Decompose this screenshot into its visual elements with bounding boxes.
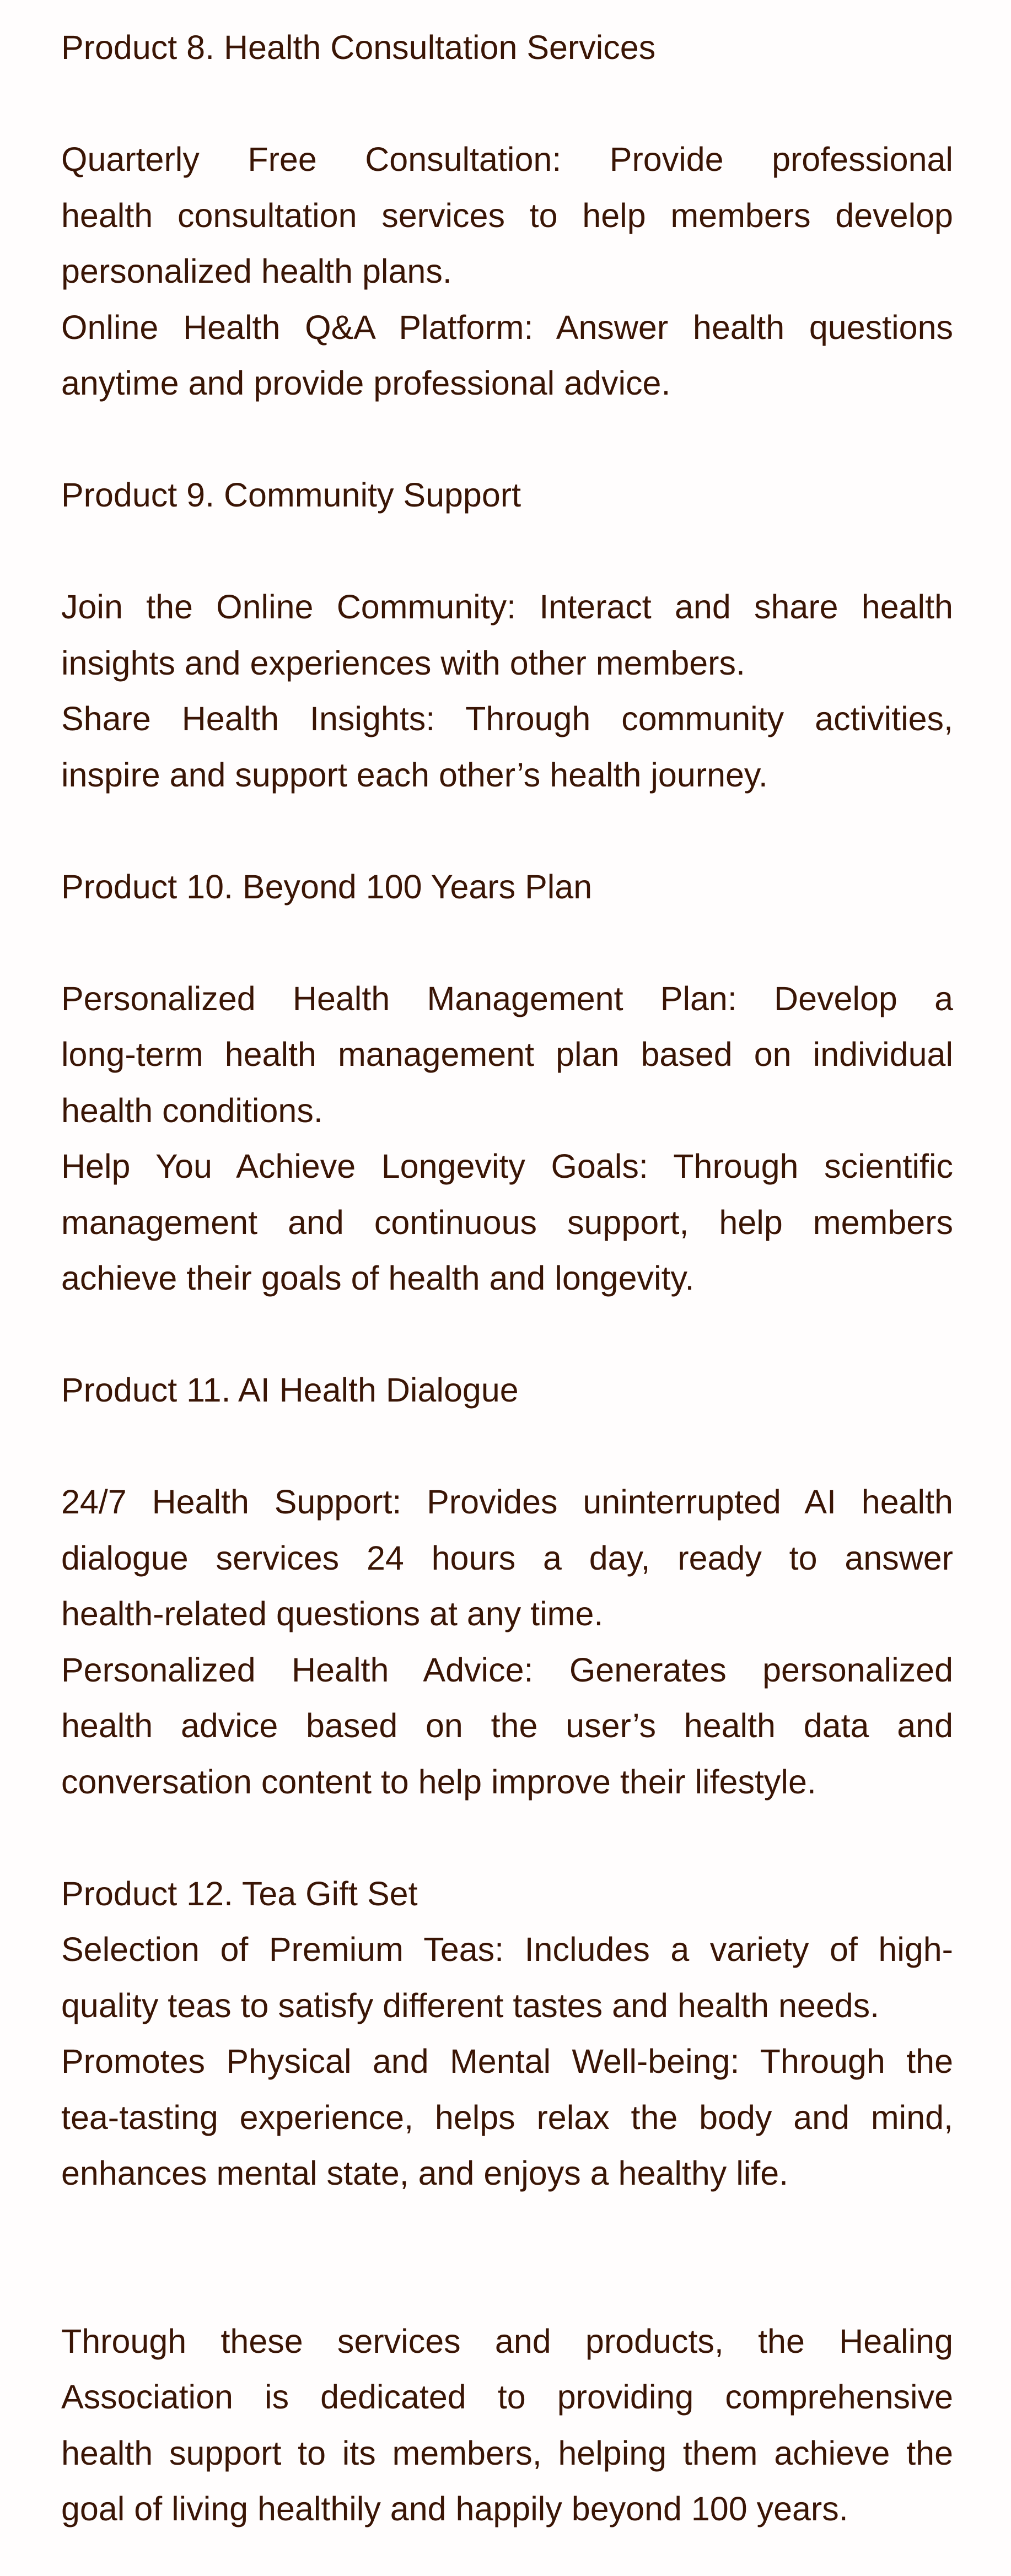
product-title: Product 9. Community Support bbox=[61, 476, 521, 514]
text-line: dialogue services 24 hours a day, ready to answer bbox=[61, 1539, 953, 1577]
product-title: Product 8. Health Consultation Services bbox=[61, 29, 656, 66]
text-line: goal of living healthily and happily beyond 100 years. bbox=[61, 2490, 848, 2528]
text-line: personalized health plans. bbox=[61, 252, 452, 290]
product-section bbox=[61, 859, 953, 1307]
spacer bbox=[61, 524, 953, 580]
text-line: achieve their goals of health and longevity. bbox=[61, 1259, 695, 1297]
product-paragraph bbox=[61, 971, 953, 1139]
product-title: Product 10. Beyond 100 Years Plan bbox=[61, 867, 593, 906]
product-paragraph bbox=[61, 691, 953, 803]
spacer bbox=[61, 1810, 953, 1866]
spacer bbox=[61, 412, 953, 468]
spacer bbox=[61, 76, 953, 132]
text-line: Join the Online Community: Interact and share health bbox=[61, 588, 953, 626]
text-line: quality teas to satisfy different tastes and health needs. bbox=[61, 1986, 880, 2024]
text-line: Selection of Premium Teas: Includes a variety of high- bbox=[61, 1931, 953, 1968]
text-line: Online Health Q&A Platform: Answer health questions bbox=[61, 308, 953, 346]
product-paragraph bbox=[61, 1474, 953, 1642]
text-line: health advice based on the user’s health data and bbox=[61, 1707, 953, 1744]
text-line: Personalized Health Management Plan: Develop a bbox=[61, 979, 953, 1017]
product-paragraph bbox=[61, 1642, 953, 1810]
text-line: tea-tasting experience, helps relax the body and mind, bbox=[61, 2098, 953, 2136]
text-line: Help You Achieve Longevity Goals: Through scientific bbox=[61, 1147, 953, 1185]
spacer bbox=[61, 2202, 953, 2314]
spacer bbox=[61, 915, 953, 971]
text-line: 24/7 Health Support: Provides uninterrupted AI health bbox=[61, 1483, 953, 1521]
product-section bbox=[61, 1866, 953, 2202]
text-line: anytime and provide professional advice. bbox=[61, 364, 671, 402]
spacer bbox=[61, 1307, 953, 1363]
product-paragraph bbox=[61, 579, 953, 691]
text-line: insights and experiences with other members. bbox=[61, 644, 745, 682]
text-line: Share Health Insights: Through community activities, bbox=[61, 700, 953, 737]
text-line: Through these services and products, the Healing bbox=[61, 2322, 953, 2360]
product-title: Product 12. Tea Gift Set bbox=[61, 1874, 418, 1912]
spacer bbox=[61, 803, 953, 859]
text-line: inspire and support each other’s health journey. bbox=[61, 756, 768, 794]
text-line: health support to its members, helping them achieve the bbox=[61, 2434, 953, 2472]
text-line: enhances mental state, and enjoys a healthy life. bbox=[61, 2154, 789, 2192]
text-line: health conditions. bbox=[61, 1091, 323, 1129]
text-line: Promotes Physical and Mental Well-being: Through the bbox=[61, 2043, 953, 2080]
spacer bbox=[61, 1419, 953, 1475]
product-section bbox=[61, 20, 953, 412]
product-paragraph bbox=[61, 132, 953, 300]
product-paragraph bbox=[61, 300, 953, 412]
product-paragraph bbox=[61, 2034, 953, 2202]
text-line: conversation content to help improve their lifestyle. bbox=[61, 1763, 816, 1801]
text-line: Association is dedicated to providing comprehensive bbox=[61, 2378, 953, 2416]
text-line: Quarterly Free Consultation: Provide professional bbox=[61, 141, 953, 178]
conclusion-paragraph bbox=[61, 2314, 953, 2537]
text-line: health consultation services to help members develop bbox=[61, 196, 953, 234]
product-section bbox=[61, 1362, 953, 1810]
document-page bbox=[61, 20, 953, 2537]
text-line: long-term health management plan based on individual bbox=[61, 1036, 953, 1073]
product-paragraph bbox=[61, 1922, 953, 2034]
product-paragraph bbox=[61, 1139, 953, 1307]
product-section bbox=[61, 467, 953, 803]
text-line: health-related questions at any time. bbox=[61, 1595, 604, 1632]
product-title: Product 11. AI Health Dialogue bbox=[61, 1371, 519, 1409]
text-line: management and continuous support, help members bbox=[61, 1203, 953, 1241]
text-line: Personalized Health Advice: Generates personalized bbox=[61, 1651, 953, 1689]
